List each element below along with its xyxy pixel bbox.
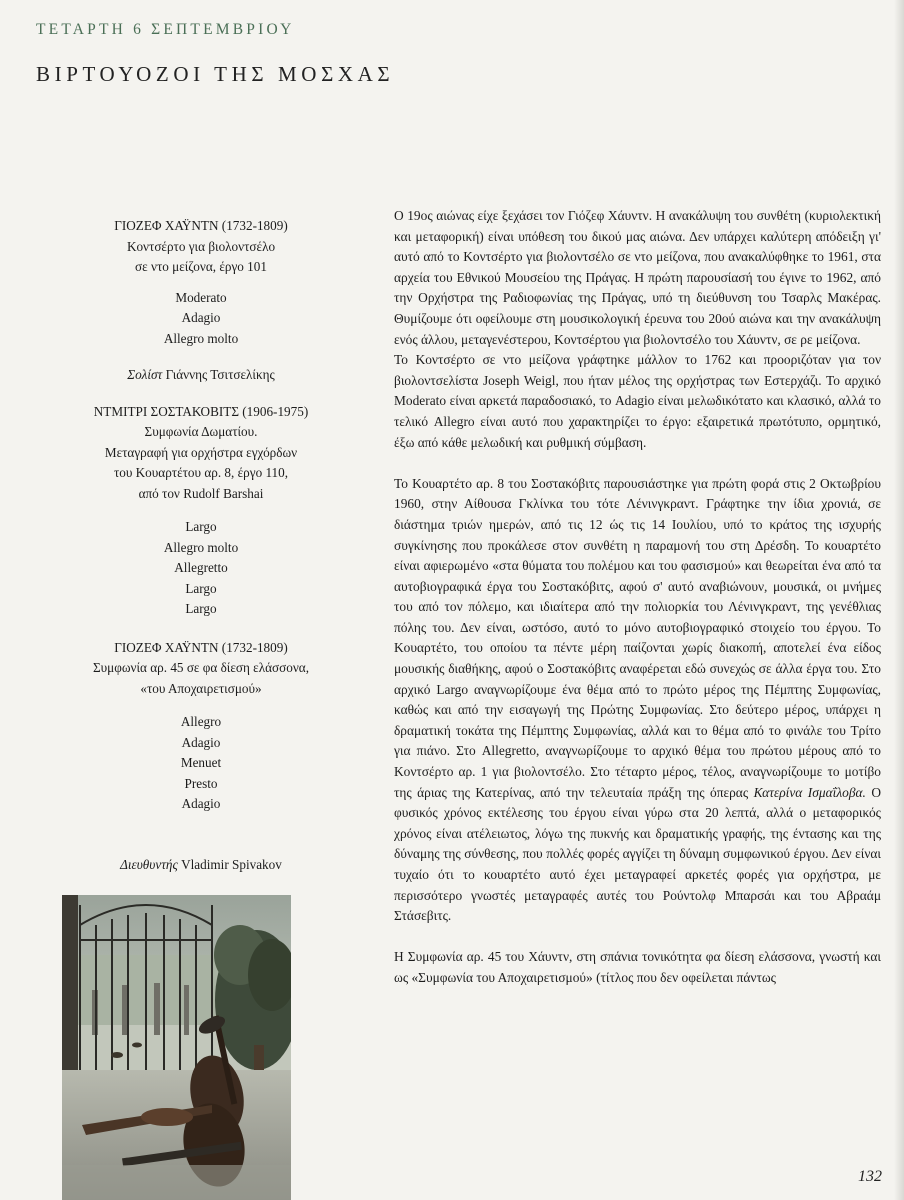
movement: Adagio xyxy=(181,734,221,750)
work3-title-line: Συμφωνία αρ. 45 σε φα δίεση ελάσσονα, xyxy=(92,660,310,675)
movement: Allegro molto xyxy=(163,539,239,555)
work1-movements xyxy=(36,288,366,350)
page-title: ΒΙΡΤΟΥΟΖΟΙ ΤΗΣ ΜΟΣΧΑΣ xyxy=(36,62,395,86)
program-column xyxy=(36,216,366,875)
painting-illustration xyxy=(62,895,291,1200)
paragraph-text: Ο φυσικός χρόνος εκτέλεσης του έργου είναι γύρω στα 20 λεπτά, αλλά ο μεταφορικός χρόνος είναι ατέλειωτος, λόγω της πυκνής και δραματικής γραφής, της έντασης και της δύναμης της σύνθεσης, που πολλές φορές αγγίζει τη δύναμη συμφωνικού έργου. Δεν είναι τυχαίο ότι το κουαρτέτο αυτό έχει μεταγραφεί αρκετές φορές για ορχήστρα, με περισσότερο γνωστές μεταγραφές αυτές του Ρούντολφ Μπαρσάι και του Αβραάμ Στάσεβιτς. xyxy=(394,784,881,924)
movement: Allegretto xyxy=(174,560,228,575)
work1-title-line: σε ντο μείζονα, έργο 101 xyxy=(135,259,267,274)
soloist-line xyxy=(36,365,366,386)
work2-title-line: του Κουαρτέτου αρ. 8, έργο 110, xyxy=(113,465,289,480)
paragraph: Ο 19ος αιώνας είχε ξεχάσει τον Γιόζεφ Χάυντν. Η ανακάλυψη του συνθέτη (κυριολεκτική και μεταφορική) είναι υπόθεση του δικού μας αιώνα. Δεν υπάρχει καλύτερη απόδειξη γι' αυτό από το Κοντσέρτο για βιολοντσέλο σε ντο μείζονα, που ανακαλύφθηκε το 1961, στα αρχεία του Εθνικού Μουσείου της Πράγας. Η πρώτη παρουσίασή του έγινε το 1962, από την Ορχήστρα της Ραδιοφωνίας της Πράγας, υπό τη διεύθυνση του Τσαρλς Μακέρας. Θυμίζουμε ότι οφείλουμε στη μουσικολογική έρευνα του 20ού αιώνα και την ανακάλυψη ενός άλλου, μεταγενέστερου, Κοντσέρτου για βιολοντσέλο του Χάυντν, σε ρε μείζονα. xyxy=(394,208,881,347)
soloist-role: Σολίστ xyxy=(127,367,163,382)
paragraph xyxy=(394,474,881,927)
work2-movements xyxy=(36,517,366,620)
paragraph-text: Το Κουαρτέτο αρ. 8 του Σοστακόβιτς παρουσιάστηκε για πρώτη φορά στις 2 Οκτωβρίου 1960, στην Αίθουσα Γκλίνκα του τότε Λένινγκραντ. Γράφτηκε την ίδια χρονιά, σε διάστημα τριών ημερών, από τις 12 ώς τις 14 Ιουλίου, υπό το κράτος της ισχυρής συγκίνησης που προκάλεσε στον συνθέτη η παραμονή του στη Δρέσδη. Το κουαρτέτο είναι αφιερωμένο «στα θύματα του πολέμου και του φασισμού» και θεωρείται ένα από τα αυτοβιογραφικά έργα του Σοστακόβιτς, αφού σ' αυτό αναβιώνουν, μουσικά, οι μνήμες του από τον πόλεμο, και ιδιαίτερα από την πολιορκία του Λένινγκραντ, της γενέθλιας πόλης του. Δεν είναι, ωστόσο, αυτό το μόνο αυτοβιογραφικό στοιχείο του έργου. Το Κουαρτέτο, του οποίου τα πέντε μέρη παίζονται χωρίς διακοπή, αποτελεί ένα είδος μουσικής διαθήκης, αφού ο Σοστακόβιτς αναφέρεται εδώ συνεχώς σε άλλα έργα του. Στο αρχικό Largo αναγνωρίζουμε ένα θέμα από το πρώτο μέρος της Πέμπτης Συμφωνίας, καθώς και από την εισαγωγή της Πρώτης Συμφωνίας. Στο δεύτερο μέρος, υπάρχει η δραματική τοκάτα της Πέμπτης Συμφωνίας, αλλά και το θέμα από το φινάλε του Τρίτο για πιάνο. Στο Allegretto, αναγνωρίζουμε το αρχικό θέμα του πρώτου μέρους από το Κοντσέρτο αρ. 1 για βιολοντσέλο. Στο τέταρτο μέρος, τέλος, αναγνωρίζουμε το μοτίβο της άριας της Κατερίνας, από την τελευταία πράξη της όπερας xyxy=(394,475,881,800)
work2-title-line: Συμφωνία Δωματίου. xyxy=(144,424,258,439)
work3-movements xyxy=(36,712,366,815)
movement: Largo xyxy=(185,519,217,534)
soloist-name: Γιάννης Τσιτσελίκης xyxy=(165,367,275,382)
movement: Largo xyxy=(185,601,217,616)
work1-composer: ΓΙΟΖΕΦ ΧΑΫΝΤΝ (1732-1809) xyxy=(114,218,288,233)
movement: Moderato xyxy=(175,289,227,305)
work3-title-line: «του Αποχαιρετισμού» xyxy=(140,680,262,696)
paragraph: Η Συμφωνία αρ. 45 του Χάυντν, στη σπάνια τονικότητα φα δίεση ελάσσονα, γνωστή και ως «Συμφωνία του Αποχαιρετισμού» (τίτλος που δεν οφείλεται πάντως xyxy=(394,949,881,985)
paragraph-spacer xyxy=(394,453,881,474)
movement: Adagio xyxy=(181,796,221,811)
work1-title-line: Κοντσέρτο για βιολοντσέλο xyxy=(126,238,276,254)
movement: Allegro molto xyxy=(163,330,239,346)
work3-composer: ΓΙΟΖΕΦ ΧΑΫΝΤΝ (1732-1809) xyxy=(114,639,288,655)
work2-title-line: από τον Rudolf Barshai xyxy=(138,485,264,501)
movement: Menuet xyxy=(180,755,222,770)
movement: Adagio xyxy=(181,310,221,325)
movement: Largo xyxy=(185,580,217,596)
opera-title: Κατερίνα Ισμαΐλοβα. xyxy=(753,784,866,800)
work3 xyxy=(36,638,366,700)
article-body xyxy=(394,206,881,989)
work2-composer: ΝΤΜΙΤΡΙ ΣΟΣΤΑΚΟΒΙΤΣ (1906-1975) xyxy=(93,403,309,419)
conductor-name: Vladimir Spivakov xyxy=(181,856,282,872)
paragraph: Το Κοντσέρτο σε ντο μείζονα γράφτηκε μάλλον το 1762 και προοριζόταν για τον βιολοντσελίστα Joseph Weigl, που ήταν μέλος της ορχήστρας των Εστερχάζι. Το αρχικό Moderato είναι αρκετά παραδοσιακό, το Adagio είναι μελωδικότατο και κλασικό, αλλά το τελικό Allegro είναι αυτό που χαρακτηρίζει το έργο: εξαιρετικά πρωτότυπο, ορμητικό, έξω από κάθε μελωδική και ρυθμική σύμβαση. xyxy=(394,352,881,450)
movement: Allegro xyxy=(180,714,222,729)
paragraph-spacer xyxy=(394,927,881,948)
work2-title-line: Μεταγραφή για ορχήστρα εγχόρδων xyxy=(104,444,298,460)
page-number: 132 xyxy=(858,1168,882,1185)
work2 xyxy=(36,402,366,505)
movement: Presto xyxy=(184,775,218,791)
conductor-role: Διευθυντής xyxy=(120,856,178,872)
header-date: ΤΕΤΑΡΤΗ 6 ΣΕΠΤΕΜΒΡΙΟΥ xyxy=(36,21,295,38)
page-edge-shadow xyxy=(894,0,904,1200)
conductor-line xyxy=(36,855,366,876)
